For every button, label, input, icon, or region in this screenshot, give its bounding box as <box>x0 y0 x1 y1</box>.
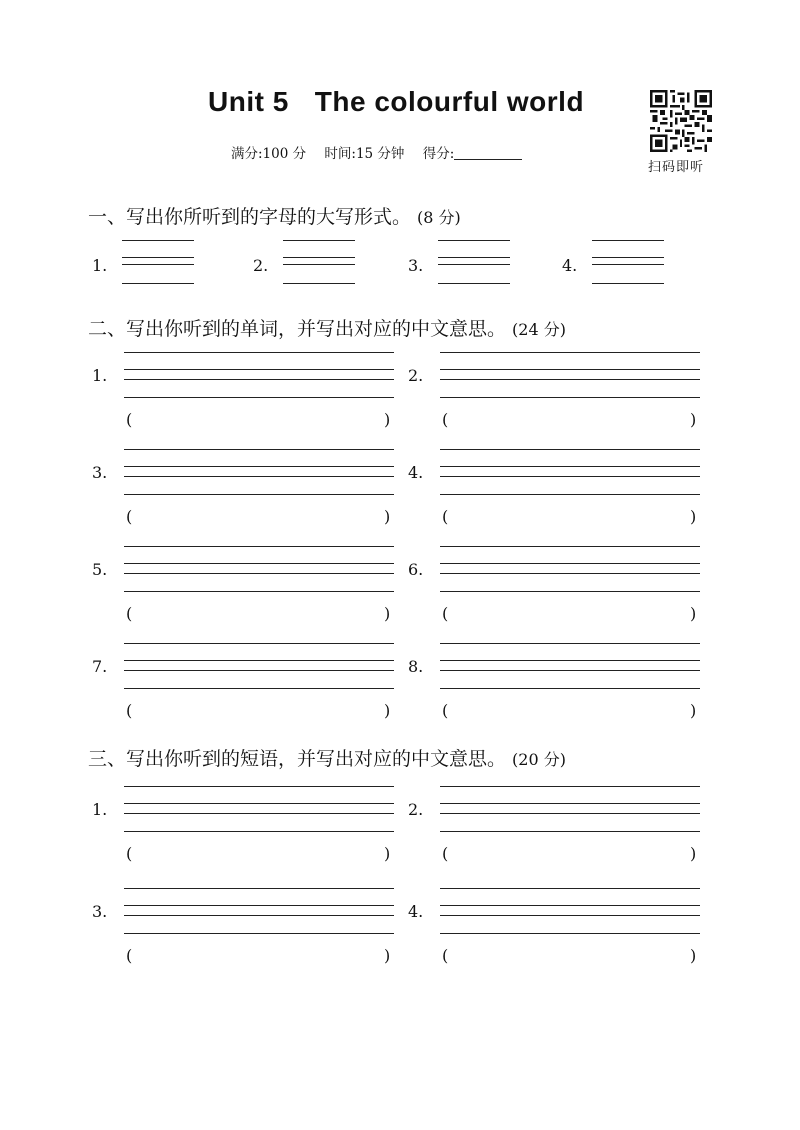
word-answer-line[interactable] <box>124 546 394 547</box>
word-item-number: 5. <box>92 560 108 579</box>
word-answer-line[interactable] <box>124 494 394 495</box>
word-answer-line[interactable] <box>440 670 700 671</box>
word-answer-line[interactable] <box>124 573 394 574</box>
phrase-answer-line[interactable] <box>440 915 700 916</box>
letter-answer-line[interactable] <box>438 283 510 284</box>
meaning-blank[interactable] <box>138 507 378 527</box>
word-answer-line[interactable] <box>440 573 700 574</box>
meaning-paren-close: ) <box>690 604 697 623</box>
qr-caption: 扫码即听 <box>648 160 705 175</box>
letter-answer-line[interactable] <box>122 257 194 258</box>
phrase-answer-line[interactable] <box>124 915 394 916</box>
word-answer-line[interactable] <box>124 643 394 644</box>
phrase-answer-line[interactable] <box>124 813 394 814</box>
letter-answer-line[interactable] <box>283 240 355 241</box>
section-3-heading <box>88 744 566 771</box>
time-limit: 时间:15 分钟 <box>324 146 405 162</box>
meaning-paren-close: ) <box>384 604 391 623</box>
phrase-item-number: 4. <box>408 902 424 921</box>
meaning-blank[interactable] <box>138 410 378 430</box>
meaning-paren-close: ) <box>690 507 697 526</box>
meaning-paren-close: ) <box>384 946 391 965</box>
phrase-answer-line[interactable] <box>124 803 394 804</box>
word-answer-line[interactable] <box>440 397 700 398</box>
word-answer-line[interactable] <box>440 563 700 564</box>
meaning-paren-open: ( <box>126 604 133 623</box>
meaning-paren-open: ( <box>126 410 133 429</box>
phrase-answer-line[interactable] <box>440 905 700 906</box>
meaning-blank[interactable] <box>138 701 378 721</box>
phrase-answer-line[interactable] <box>124 831 394 832</box>
meaning-paren-open: ( <box>442 410 449 429</box>
word-answer-line[interactable] <box>124 476 394 477</box>
phrase-answer-line[interactable] <box>440 888 700 889</box>
meaning-paren-open: ( <box>126 701 133 720</box>
letter-answer-line[interactable] <box>283 257 355 258</box>
letter-answer-line[interactable] <box>438 257 510 258</box>
meaning-paren-close: ) <box>384 701 391 720</box>
word-answer-line[interactable] <box>440 352 700 353</box>
unit-title: The colourful world <box>314 86 585 117</box>
phrase-answer-line[interactable] <box>124 888 394 889</box>
word-item-number: 2. <box>408 366 424 385</box>
word-item-number: 7. <box>92 657 108 676</box>
section-1-points: (8 分) <box>417 208 461 227</box>
letter-item-number: 3. <box>408 256 424 275</box>
word-answer-line[interactable] <box>124 466 394 467</box>
phrase-answer-line[interactable] <box>124 905 394 906</box>
word-answer-line[interactable] <box>440 494 700 495</box>
letter-answer-line[interactable] <box>283 264 355 265</box>
phrase-answer-line[interactable] <box>440 813 700 814</box>
page-title <box>208 86 584 118</box>
letter-answer-line[interactable] <box>122 283 194 284</box>
word-answer-line[interactable] <box>124 397 394 398</box>
phrase-item-number: 1. <box>92 800 108 819</box>
word-answer-line[interactable] <box>124 660 394 661</box>
meaning-paren-open: ( <box>126 946 133 965</box>
phrase-answer-line[interactable] <box>440 831 700 832</box>
section-3-points: (20 分) <box>512 750 566 769</box>
word-item-number: 8. <box>408 657 424 676</box>
qr-code-icon[interactable] <box>650 90 712 152</box>
section-2-title: 二、写出你听到的单词，并写出对应的中文意思。 <box>88 318 507 340</box>
meaning-paren-open: ( <box>442 701 449 720</box>
score-label: 得分: <box>422 146 455 162</box>
letter-answer-line[interactable] <box>438 264 510 265</box>
section-2-heading <box>88 314 566 341</box>
letter-item-number: 4. <box>562 256 578 275</box>
score-blank[interactable] <box>454 159 522 160</box>
letter-answer-line[interactable] <box>122 240 194 241</box>
meaning-paren-close: ) <box>384 507 391 526</box>
phrase-answer-line[interactable] <box>124 786 394 787</box>
exam-meta <box>231 142 536 162</box>
meaning-paren-open: ( <box>442 507 449 526</box>
word-answer-line[interactable] <box>440 643 700 644</box>
meaning-paren-close: ) <box>384 410 391 429</box>
meaning-blank[interactable] <box>454 946 684 966</box>
letter-answer-line[interactable] <box>122 264 194 265</box>
phrase-answer-line[interactable] <box>440 786 700 787</box>
letter-answer-line[interactable] <box>592 283 664 284</box>
letter-answer-line[interactable] <box>592 240 664 241</box>
meaning-paren-open: ( <box>442 946 449 965</box>
word-answer-line[interactable] <box>440 546 700 547</box>
section-2-points: (24 分) <box>512 320 566 339</box>
word-answer-line[interactable] <box>440 591 700 592</box>
meaning-blank[interactable] <box>454 701 684 721</box>
meaning-paren-open: ( <box>126 844 133 863</box>
word-answer-line[interactable] <box>124 563 394 564</box>
meaning-paren-open: ( <box>442 844 449 863</box>
meaning-paren-close: ) <box>690 844 697 863</box>
meaning-blank[interactable] <box>454 844 684 864</box>
word-answer-line[interactable] <box>124 449 394 450</box>
word-item-number: 6. <box>408 560 424 579</box>
section-3-title: 三、写出你听到的短语，并写出对应的中文意思。 <box>88 748 507 770</box>
meaning-paren-close: ) <box>690 410 697 429</box>
phrase-answer-line[interactable] <box>124 933 394 934</box>
meaning-paren-open: ( <box>126 507 133 526</box>
word-answer-line[interactable] <box>124 379 394 380</box>
word-answer-line[interactable] <box>440 379 700 380</box>
letter-item-number: 1. <box>92 256 108 275</box>
word-item-number: 1. <box>92 366 108 385</box>
meaning-blank[interactable] <box>138 844 378 864</box>
meaning-paren-open: ( <box>442 604 449 623</box>
meaning-blank[interactable] <box>454 507 684 527</box>
unit-label: Unit 5 <box>208 86 289 117</box>
section-1-heading <box>88 202 461 229</box>
phrase-item-number: 3. <box>92 902 108 921</box>
word-answer-line[interactable] <box>440 449 700 450</box>
word-answer-line[interactable] <box>440 466 700 467</box>
phrase-answer-line[interactable] <box>440 933 700 934</box>
word-answer-line[interactable] <box>124 670 394 671</box>
word-item-number: 3. <box>92 463 108 482</box>
word-answer-line[interactable] <box>440 369 700 370</box>
word-answer-line[interactable] <box>440 476 700 477</box>
meaning-blank[interactable] <box>138 604 378 624</box>
word-item-number: 4. <box>408 463 424 482</box>
meaning-paren-close: ) <box>690 946 697 965</box>
meaning-paren-close: ) <box>690 701 697 720</box>
word-answer-line[interactable] <box>124 369 394 370</box>
word-answer-line[interactable] <box>124 688 394 689</box>
meaning-blank[interactable] <box>454 604 684 624</box>
letter-answer-line[interactable] <box>438 240 510 241</box>
phrase-item-number: 2. <box>408 800 424 819</box>
word-answer-line[interactable] <box>440 688 700 689</box>
letter-item-number: 2. <box>253 256 269 275</box>
word-answer-line[interactable] <box>440 660 700 661</box>
letter-answer-line[interactable] <box>283 283 355 284</box>
meaning-blank[interactable] <box>138 946 378 966</box>
section-1-title: 一、写出你所听到的字母的大写形式。 <box>88 206 412 228</box>
word-answer-line[interactable] <box>124 591 394 592</box>
full-marks: 满分:100 分 <box>231 146 307 162</box>
letter-answer-line[interactable] <box>592 264 664 265</box>
letter-answer-line[interactable] <box>592 257 664 258</box>
phrase-answer-line[interactable] <box>440 803 700 804</box>
meaning-paren-close: ) <box>384 844 391 863</box>
word-answer-line[interactable] <box>124 352 394 353</box>
meaning-blank[interactable] <box>454 410 684 430</box>
